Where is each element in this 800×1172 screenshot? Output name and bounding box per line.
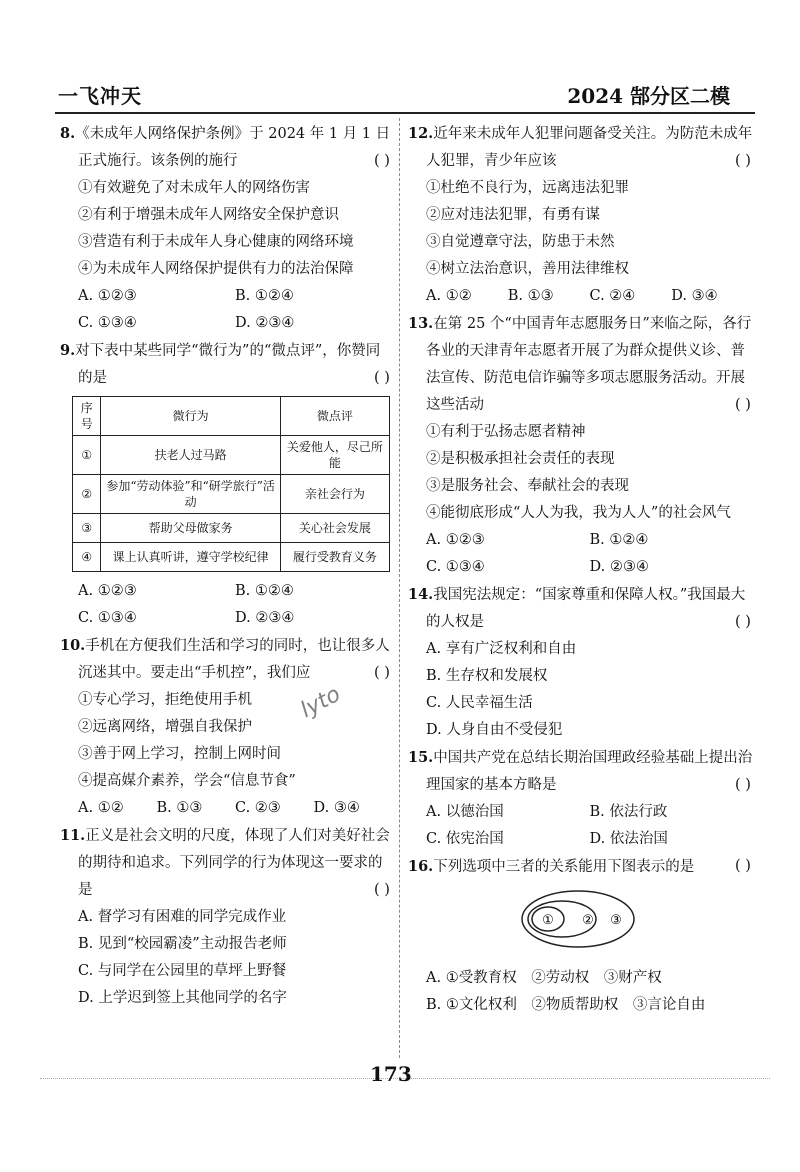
statement-item: ③自觉遵章守法，防患于未然 bbox=[426, 234, 615, 250]
question-text: 我国宪法规定：“国家尊重和保障人权。”我国最大的人权是 bbox=[426, 587, 746, 630]
answer-option[interactable]: C. ②④ bbox=[589, 288, 636, 304]
table-header-row bbox=[73, 397, 390, 436]
answer-option[interactable]: A. ①②③ bbox=[78, 583, 137, 599]
option-row bbox=[408, 799, 753, 826]
statement-item: ②有利于增强未成年人网络安全保护意识 bbox=[78, 207, 339, 223]
answer-option[interactable]: C. ①③④ bbox=[78, 610, 137, 626]
header-exam-title: 2024 郜分区二模 bbox=[567, 84, 730, 108]
comment-table bbox=[72, 396, 390, 572]
answer-option[interactable]: B. ①②④ bbox=[235, 583, 294, 599]
table-header-cell: 微点评 bbox=[280, 397, 389, 436]
answer-option[interactable]: D. ②③④ bbox=[589, 559, 649, 575]
table-cell: 扶老人过马路 bbox=[101, 436, 280, 475]
statement-item: ④提高媒介素养，学会“信息节食” bbox=[78, 773, 296, 789]
table-header-cell: 序号 bbox=[73, 397, 101, 436]
option-row bbox=[60, 578, 392, 605]
answer-option[interactable]: A. ①②③ bbox=[78, 288, 137, 304]
statement-item: ④树立法治意识，善用法律维权 bbox=[426, 261, 629, 277]
question-text: 正义是社会文明的尺度，体现了人们对美好社会的期待和追求。下列同学的行为体现这一要求的是 bbox=[78, 828, 390, 898]
answer-option[interactable]: B. 依法行政 bbox=[589, 804, 668, 820]
question bbox=[60, 632, 392, 822]
question-number: 10. bbox=[60, 637, 86, 654]
answer-option[interactable]: B. ①③ bbox=[156, 800, 203, 816]
table-cell: 履行受教育义务 bbox=[280, 543, 389, 572]
answer-option[interactable]: B. ①文化权利 ②物质帮助权 ③言论自由 bbox=[426, 997, 706, 1013]
watermark-stamp: lyto bbox=[296, 681, 345, 724]
question-number: 8. bbox=[60, 125, 76, 142]
statement-item: ②远离网络，增强自我保护 bbox=[78, 719, 252, 735]
answer-option[interactable]: C. ②③ bbox=[235, 800, 281, 816]
question-number: 14. bbox=[408, 586, 434, 603]
answer-option[interactable]: D. ②③④ bbox=[235, 610, 295, 626]
option-row bbox=[60, 605, 392, 632]
question-stem: 11.正义是社会文明的尺度，体现了人们对美好社会的期待和追求。下列同学的行为体现这一要求的是 ( ) bbox=[60, 827, 390, 898]
table-cell: 关爱他人，尽己所能 bbox=[280, 436, 389, 475]
answer-option[interactable]: C. ①③④ bbox=[78, 315, 137, 331]
option-row bbox=[60, 283, 392, 310]
column-divider bbox=[399, 118, 400, 1058]
table-cell: 帮助父母做家务 bbox=[101, 514, 280, 543]
question-stem: 10.手机在方便我们生活和学习的同时，也让很多人沉迷其中。要走出“手机控”，我们应 ( ) bbox=[60, 637, 390, 681]
answer-option[interactable]: A. ①② bbox=[78, 800, 124, 816]
answer-option[interactable]: D. 上学迟到签上其他同学的名字 bbox=[78, 990, 287, 1006]
answer-option[interactable]: B. 见到“校园霸凌”主动报告老师 bbox=[78, 936, 287, 952]
table-row bbox=[73, 475, 390, 514]
venn-label: ③ bbox=[610, 913, 622, 928]
left-column bbox=[60, 120, 392, 1012]
table-cell: 亲社会行为 bbox=[280, 475, 389, 514]
statement-item: ①有利于弘扬志愿者精神 bbox=[426, 424, 586, 440]
option-row bbox=[408, 527, 753, 554]
question-stem: 9.对下表中某些同学“微行为”的“微点评”，你赞同的是 ( ) bbox=[60, 342, 390, 386]
answer-option[interactable]: A. 以德治国 bbox=[426, 804, 504, 820]
answer-option[interactable]: B. ①②④ bbox=[235, 288, 294, 304]
answer-option[interactable]: D. ③④ bbox=[671, 288, 718, 304]
answer-option[interactable]: A. ①②③ bbox=[426, 532, 485, 548]
question-text: 中国共产党在总结长期治国理政经验基础上提出治理国家的基本方略是 bbox=[426, 750, 753, 793]
right-column bbox=[408, 120, 753, 1019]
question bbox=[408, 581, 753, 744]
table-header-cell: 微行为 bbox=[101, 397, 280, 436]
statement-item: ③是服务社会、奉献社会的表现 bbox=[426, 478, 629, 494]
page-number: 173 bbox=[370, 1062, 412, 1086]
statement-item: ④能彻底形成“人人为我，我为人人”的社会风气 bbox=[426, 505, 731, 521]
table-cell: ① bbox=[73, 436, 101, 475]
statement-item: ③善于网上学习，控制上网时间 bbox=[78, 746, 281, 762]
answer-option[interactable]: C. 人民幸福生活 bbox=[426, 695, 533, 711]
answer-option[interactable]: D. ②③④ bbox=[235, 315, 295, 331]
answer-option[interactable]: A. 督学习有困难的同学完成作业 bbox=[78, 909, 287, 925]
question bbox=[60, 822, 392, 1012]
question bbox=[60, 120, 392, 337]
option-row bbox=[408, 283, 753, 310]
question-number: 13. bbox=[408, 315, 434, 332]
question-text: 手机在方便我们生活和学习的同时，也让很多人沉迷其中。要走出“手机控”，我们应 bbox=[78, 638, 390, 681]
question bbox=[408, 120, 753, 310]
question bbox=[408, 744, 753, 853]
question-text: 在第 25 个“中国青年志愿服务日”来临之际，各行各业的天津青年志愿者开展了为群众提供义诊、普法宣传、防范电信诈骗等多项志愿服务活动。开展这些活动 bbox=[426, 316, 752, 413]
header-rule bbox=[55, 112, 755, 114]
question-number: 11. bbox=[60, 827, 86, 844]
statement-item: ④为未成年人网络保护提供有力的法治保障 bbox=[78, 261, 354, 277]
table-row bbox=[73, 543, 390, 572]
question-stem: 12.近年来未成年人犯罪问题备受关注。为防范未成年人犯罪，青少年应该 ( ) bbox=[408, 125, 753, 169]
table-cell: ② bbox=[73, 475, 101, 514]
venn-label: ① bbox=[542, 913, 554, 928]
answer-option[interactable]: C. 依宪治国 bbox=[426, 831, 504, 847]
venn-diagram bbox=[518, 887, 638, 951]
answer-option[interactable]: A. 享有广泛权利和自由 bbox=[426, 641, 577, 657]
table-cell: 关心社会发展 bbox=[280, 514, 389, 543]
question-number: 15. bbox=[408, 749, 434, 766]
question-text: 对下表中某些同学“微行为”的“微点评”，你赞同的是 bbox=[75, 343, 381, 386]
option-row bbox=[408, 826, 753, 853]
table-row bbox=[73, 514, 390, 543]
statement-item: ③营造有利于未成年人身心健康的网络环境 bbox=[78, 234, 354, 250]
venn-label: ② bbox=[582, 913, 594, 928]
question bbox=[408, 310, 753, 581]
question-number: 12. bbox=[408, 125, 434, 142]
question-stem: 16.下列选项中三者的关系能用下图表示的是 ( ) bbox=[408, 858, 751, 875]
statement-item: ②是积极承担社会责任的表现 bbox=[426, 451, 615, 467]
question-stem: 13.在第 25 个“中国青年志愿服务日”来临之际，各行各业的天津青年志愿者开展了为群众提供义诊、普法宣传、防范电信诈骗等多项志愿服务活动。开展这些活动 ( ) bbox=[408, 315, 752, 413]
answer-option[interactable]: C. 与同学在公园里的草坪上野餐 bbox=[78, 963, 287, 979]
answer-option[interactable]: B. ①②④ bbox=[589, 532, 649, 548]
answer-option[interactable]: C. ①③④ bbox=[426, 559, 485, 575]
option-row bbox=[60, 795, 392, 822]
statement-item: ②应对违法犯罪，有勇有谋 bbox=[426, 207, 600, 223]
answer-option[interactable]: B. ①③ bbox=[507, 288, 554, 304]
question-number: 9. bbox=[60, 342, 76, 359]
answer-option[interactable]: D. 依法治国 bbox=[589, 831, 668, 847]
question-stem: 8.《未成年人网络保护条例》于 2024 年 1 月 1 日正式施行。该条例的施行 ( ) bbox=[60, 125, 391, 169]
option-row bbox=[408, 554, 753, 581]
question-text: 下列选项中三者的关系能用下图表示的是 bbox=[433, 859, 695, 875]
table-cell: 参加“劳动体验”和“研学旅行”活动 bbox=[101, 475, 280, 514]
statement-item: ①杜绝不良行为，远离违法犯罪 bbox=[426, 180, 629, 196]
question-text: 《未成年人网络保护条例》于 2024 年 1 月 1 日正式施行。该条例的施行 bbox=[75, 126, 391, 169]
statement-item: ①有效避免了对未成年人的网络伤害 bbox=[78, 180, 310, 196]
answer-option[interactable]: B. 生存权和发展权 bbox=[426, 668, 548, 684]
answer-option[interactable]: D. 人身自由不受侵犯 bbox=[426, 722, 563, 738]
question-stem: 14.我国宪法规定：“国家尊重和保障人权。”我国最大的人权是 ( ) bbox=[408, 586, 751, 630]
question bbox=[60, 337, 392, 632]
question-stem: 15.中国共产党在总结长期治国理政经验基础上提出治理国家的基本方略是 ( ) bbox=[408, 749, 753, 793]
table-cell: ③ bbox=[73, 514, 101, 543]
statement-item: ①专心学习，拒绝使用手机 bbox=[78, 692, 252, 708]
question-text: 近年来未成年人犯罪问题备受关注。为防范未成年人犯罪，青少年应该 bbox=[426, 126, 753, 169]
header-brand: 一飞冲天 bbox=[58, 84, 142, 108]
question bbox=[408, 853, 753, 1019]
question-number: 16. bbox=[408, 858, 434, 875]
answer-option[interactable]: D. ③④ bbox=[313, 800, 360, 816]
answer-option[interactable]: A. ①② bbox=[426, 288, 472, 304]
table-cell: ④ bbox=[73, 543, 101, 572]
table-cell: 课上认真听讲，遵守学校纪律 bbox=[101, 543, 280, 572]
option-row bbox=[60, 310, 392, 337]
table-row bbox=[73, 436, 390, 475]
answer-option[interactable]: A. ①受教育权 ②劳动权 ③财产权 bbox=[426, 970, 662, 986]
